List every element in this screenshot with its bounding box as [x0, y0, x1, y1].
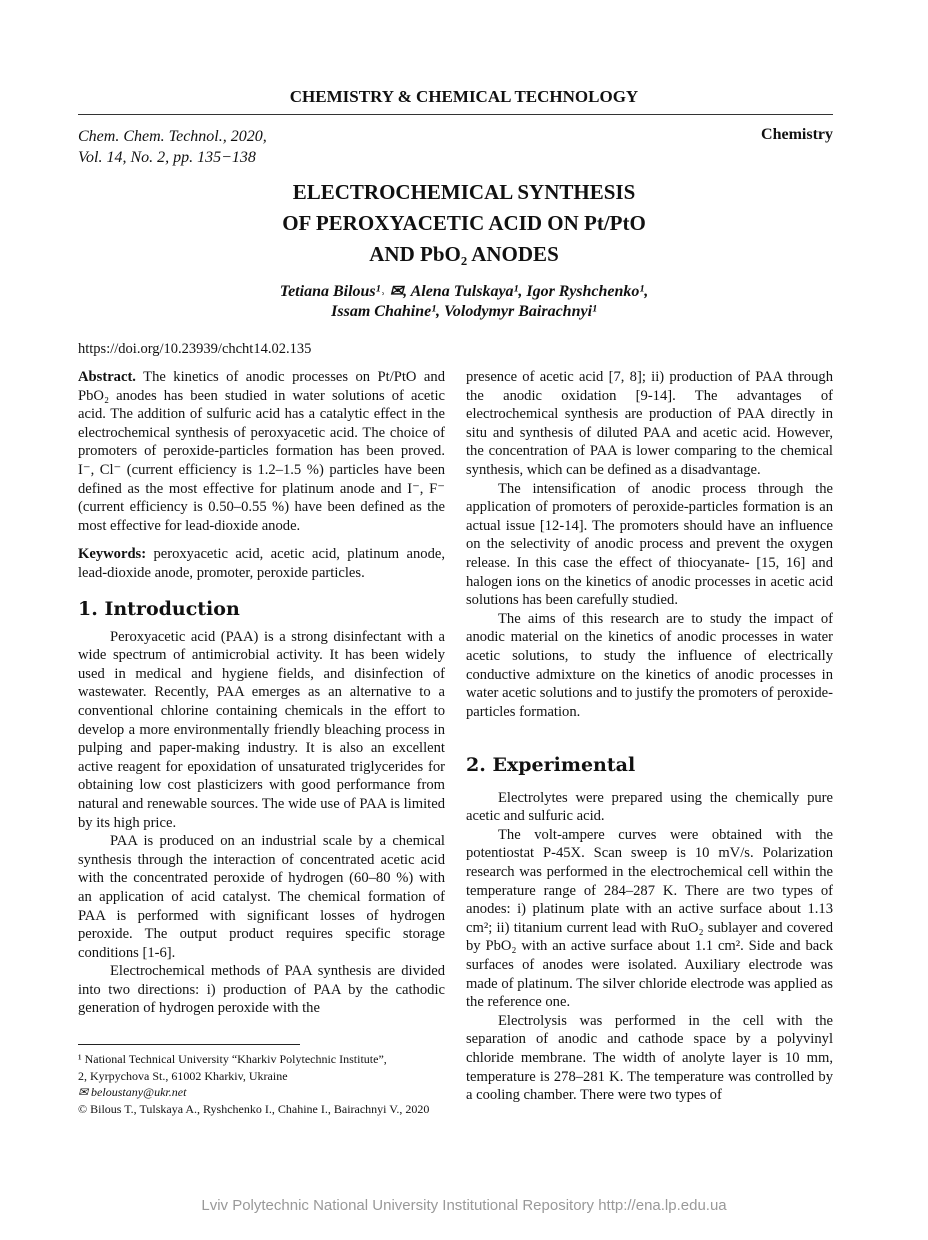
authors	[0, 282, 928, 322]
citation-line-1: Chem. Chem. Technol., 2020,	[78, 128, 267, 145]
keywords-text: peroxyacetic acid, acetic acid, platinum anode, lead-dioxide anode, promoter, peroxide particles.	[78, 546, 445, 581]
footnote-divider	[78, 1044, 300, 1045]
experimental-section	[466, 756, 833, 1105]
paragraph: Electrolytes were prepared using the chemically pure acetic and sulfuric acid.	[466, 789, 833, 825]
paragraph: Electrochemical methods of PAA synthesis are divided into two directions: i) production of PAA by the cathodic generation of hydrogen peroxide with the	[78, 963, 445, 1017]
paragraph: presence of acetic acid [7, 8]; ii) production of PAA through the anodic oxidation [9-14]. The advantages of electrochemical synthesis are production of PAA directly in situ and synthesis of diluted PAA and acetic acid. However, the concentration of PAA is lower comparing to the chemical synthesis, which can be defined as a disadvantage.	[466, 369, 833, 478]
intro-continued	[466, 368, 833, 721]
experimental-heading: 2. Experimental	[466, 754, 636, 776]
paragraph: The volt-ampere curves were obtained with the potentiostat P-45X. Scan sweep is 10 mV/s. Polarization research was performed in the electrochemical cell within the temperature range of 284–287 K. There are two types of anodes: i) platinum plate with an active surface about 1.13 cm²; ii) titanium current lead with RuO₂ sublayer and covered by PbO₂ with an active surface about 1.1 cm². Side and back surfaces of anodes were isolated. Auxiliary electrode was made of platinum. The silver chloride electrode was applied as the reference one.	[466, 826, 833, 1011]
footnotes	[78, 1051, 458, 1117]
affiliation-line-2: 2, Kyrpychova St., 61002 Kharkiv, Ukraine	[78, 1068, 288, 1083]
paragraph: The aims of this research are to study the impact of anodic material on the kinetics of anodic processes in water acetic solutions, to study the influence of electrically conductive admixture on the kinetics of anodic processes in water acetic solutions and to justify the promoters of peroxide-particles formation.	[466, 610, 833, 720]
title-line-1: ELECTROCHEMICAL SYNTHESIS	[292, 180, 636, 204]
citation-line-2: Vol. 14, No. 2, pp. 135−138	[78, 149, 256, 166]
paragraph: PAA is produced on an industrial scale by a chemical synthesis through the interaction of concentrated acetic acid with the concentrated peroxide of hydrogen (60–80 %) with an application of acid catalyst. The chemical formation of PAA is performed with significant losses of hydrogen peroxide. The output product requires specific storage conditions [1-6].	[78, 833, 445, 961]
paragraph: The intensification of anodic process through the application of promoters of peroxide-particles formation is an actual issue [12-14]. The promoters should have an influence on the selectivity of anodic process and prevent the oxygen release. In this case the effect of thiocyanate- [15, 16] and halogen ions on the kinetics of anodic processes in acetic acid solutions has been carefully studied.	[466, 480, 833, 609]
paragraph: Peroxyacetic acid (PAA) is a strong disinfectant with a wide spectrum of antimicrobial activity. It has been widely used in medical and hygiene fields, and disinfection of wastewater. Recently, PAA emerges as an alternative to a conventional chlorine containing chemicals in the effort to develop a more environmentally friendly bleaching process in pulping and paper-making industry. It is also an excellent active reagent for epoxidation of unsaturated triglycerides for obtaining low cost plasticizers with good performance from natural and renewable sources. The wide use of PAA is limited by its high price.	[78, 628, 445, 831]
abstract-label: Abstract.	[78, 369, 136, 385]
abstract	[78, 368, 445, 535]
intro-heading: 1. Introduction	[78, 598, 240, 620]
section-label: Chemistry	[761, 126, 833, 143]
title-line-3: AND PbO₂ ANODES	[369, 242, 559, 266]
repository-footer: Lviv Polytechnic National University Institutional Repository http://ena.lp.edu.ua	[201, 1197, 727, 1214]
email-link[interactable]: ✉ beloustany@ukr.net	[78, 1085, 187, 1099]
abstract-text: The kinetics of anodic processes on Pt/PtO and PbO₂ anodes has been studied in water solutions of acetic acid. The addition of sulfuric acid has a catalytic effect in the electrochemical synthesis of peroxyacetic acid. The choice of promoters of peroxide-particles formation has been proved. I⁻, Cl⁻ (current efficiency is 1.2–1.5 %) particles have been defined as the most effective for platinum anode and I⁻, F⁻ (current efficiency is 0.50–0.55 %) have been defined as the most effective for lead-dioxide anode.	[78, 369, 445, 534]
keywords	[78, 545, 445, 582]
authors-line-2: Issam Chahine¹, Volodymyr Bairachnyi¹	[331, 303, 597, 320]
paper-title	[0, 177, 928, 270]
header-divider	[78, 114, 833, 115]
authors-line-1: Tetiana Bilous¹˒ ✉, Alena Tulskaya¹, Igor Ryshchenko¹,	[279, 283, 649, 300]
doi-link[interactable]: https://doi.org/10.23939/chcht14.02.135	[78, 341, 312, 357]
keywords-label: Keywords:	[78, 546, 147, 562]
intro-section	[78, 600, 445, 1018]
journal-header: CHEMISTRY & CHEMICAL TECHNOLOGY	[289, 87, 639, 106]
paragraph: Electrolysis was performed in the cell with the separation of anodic and cathode space by a polyvinyl chloride membrane. The width of anolyte layer is 10 mm, temperature is 278–281 K. The temperature was controlled by a cooling chamber. There were two types of	[466, 1012, 833, 1104]
title-line-2: OF PEROXYACETIC ACID ON Pt/PtO	[282, 211, 646, 235]
citation	[78, 126, 267, 168]
affiliation-line-1: ¹ National Technical University “Kharkiv Polytechnic Institute”,	[78, 1052, 387, 1066]
copyright: © Bilous T., Tulskaya A., Ryshchenko I., Chahine I., Bairachnyi V., 2020	[78, 1101, 430, 1116]
